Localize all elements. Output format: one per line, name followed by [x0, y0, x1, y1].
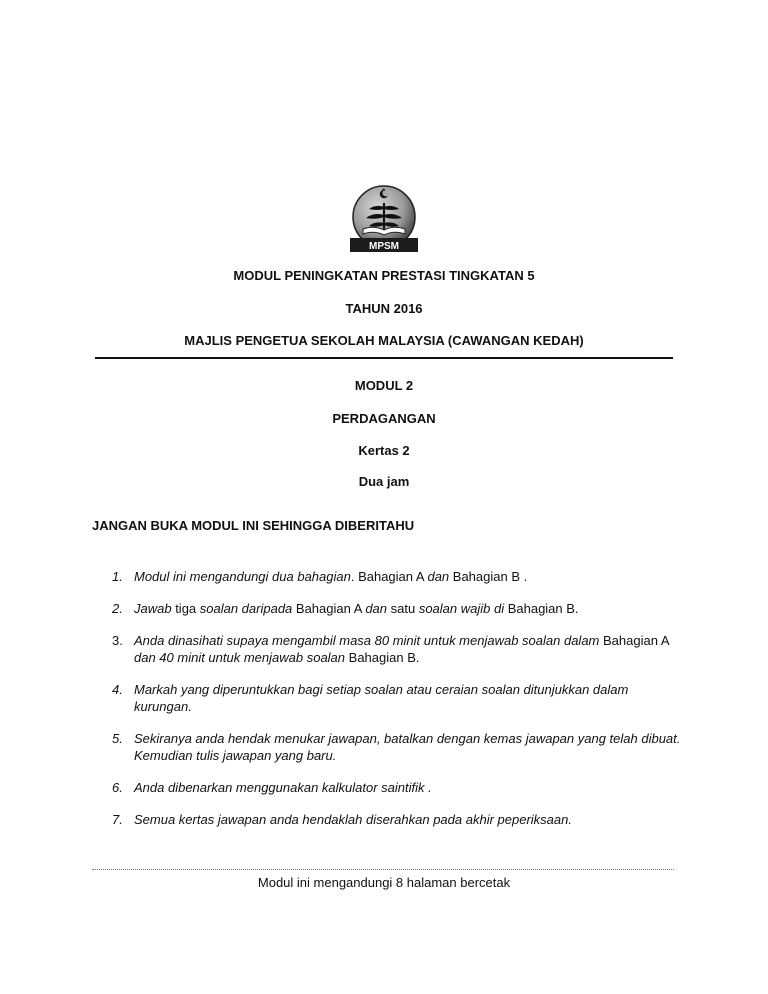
instruction-text: Anda dinasihati supaya mengambil masa 80 minit untuk menjawab soalan dalam — [134, 633, 600, 648]
instruction-text: Markah yang diperuntukkan bagi setiap soalan atau ceraian soalan ditunjukkan dalam kurungan. — [134, 682, 629, 714]
instruction-text: dan — [365, 601, 388, 616]
instruction-text: soalan daripada — [199, 601, 293, 616]
module-number: MODUL 2 — [354, 378, 414, 393]
instruction-item — [112, 632, 682, 666]
instruction-text: Sekiranya anda hendak menukar jawapan, batalkan dengan kemas jawapan yang telah dibuat. Kemudian tulis jawapan yang baru. — [134, 731, 681, 763]
instruction-number: 7. — [112, 812, 123, 827]
council-name: MAJLIS PENGETUA SEKOLAH MALAYSIA (CAWANGAN KEDAH) — [184, 333, 584, 348]
instruction-text: dan 40 minit untuk menjawab soalan — [134, 650, 346, 665]
instruction-text: Semua kertas jawapan anda hendaklah diserahkan pada akhir peperiksaan. — [134, 812, 572, 827]
do-not-open-warning: JANGAN BUKA MODUL INI SEHINGGA DIBERITAHU — [92, 518, 415, 533]
instruction-item — [112, 568, 682, 585]
instruction-number: 5. — [112, 731, 123, 746]
instruction-text: Modul ini mengandungi dua bahagian — [134, 569, 351, 584]
instruction-text: Bahagian A — [599, 633, 669, 648]
instruction-item — [112, 600, 682, 617]
exam-duration: Dua jam — [358, 474, 410, 489]
instruction-text: Bahagian A — [292, 601, 366, 616]
document-year: TAHUN 2016 — [345, 301, 423, 316]
instructions-list — [112, 568, 682, 843]
instruction-number: 3. — [112, 633, 123, 648]
instruction-item — [112, 811, 682, 828]
document-title: MODUL PENINGKATAN PRESTASI TINGKATAN 5 — [233, 268, 535, 283]
instruction-text: tiga — [171, 601, 200, 616]
logo-label: MPSM — [369, 241, 399, 252]
paper-number: Kertas 2 — [358, 443, 410, 458]
instruction-item — [112, 779, 682, 796]
instruction-text: . Bahagian A — [350, 569, 428, 584]
instruction-text: Bahagian B. — [345, 650, 420, 665]
instruction-text: soalan wajib di — [418, 601, 505, 616]
instruction-text: satu — [387, 601, 419, 616]
instruction-number: 2. — [112, 601, 123, 616]
instruction-text: Anda dibenarkan menggunakan kalkulator saintifik . — [134, 780, 432, 795]
mpsm-logo — [349, 185, 419, 253]
instruction-number: 1. — [112, 569, 123, 584]
footer-rule — [92, 869, 674, 870]
header-rule — [95, 357, 673, 359]
instruction-text: Jawab — [134, 601, 172, 616]
instruction-number: 4. — [112, 682, 123, 697]
instruction-text: Bahagian B. — [504, 601, 579, 616]
subject-name: PERDAGANGAN — [332, 411, 436, 426]
instruction-item — [112, 681, 682, 715]
instruction-text: Bahagian B . — [449, 569, 528, 584]
instruction-number: 6. — [112, 780, 123, 795]
page-count-note: Modul ini mengandungi 8 halaman bercetak — [257, 875, 511, 890]
instruction-text: dan — [427, 569, 450, 584]
instruction-item — [112, 730, 682, 764]
